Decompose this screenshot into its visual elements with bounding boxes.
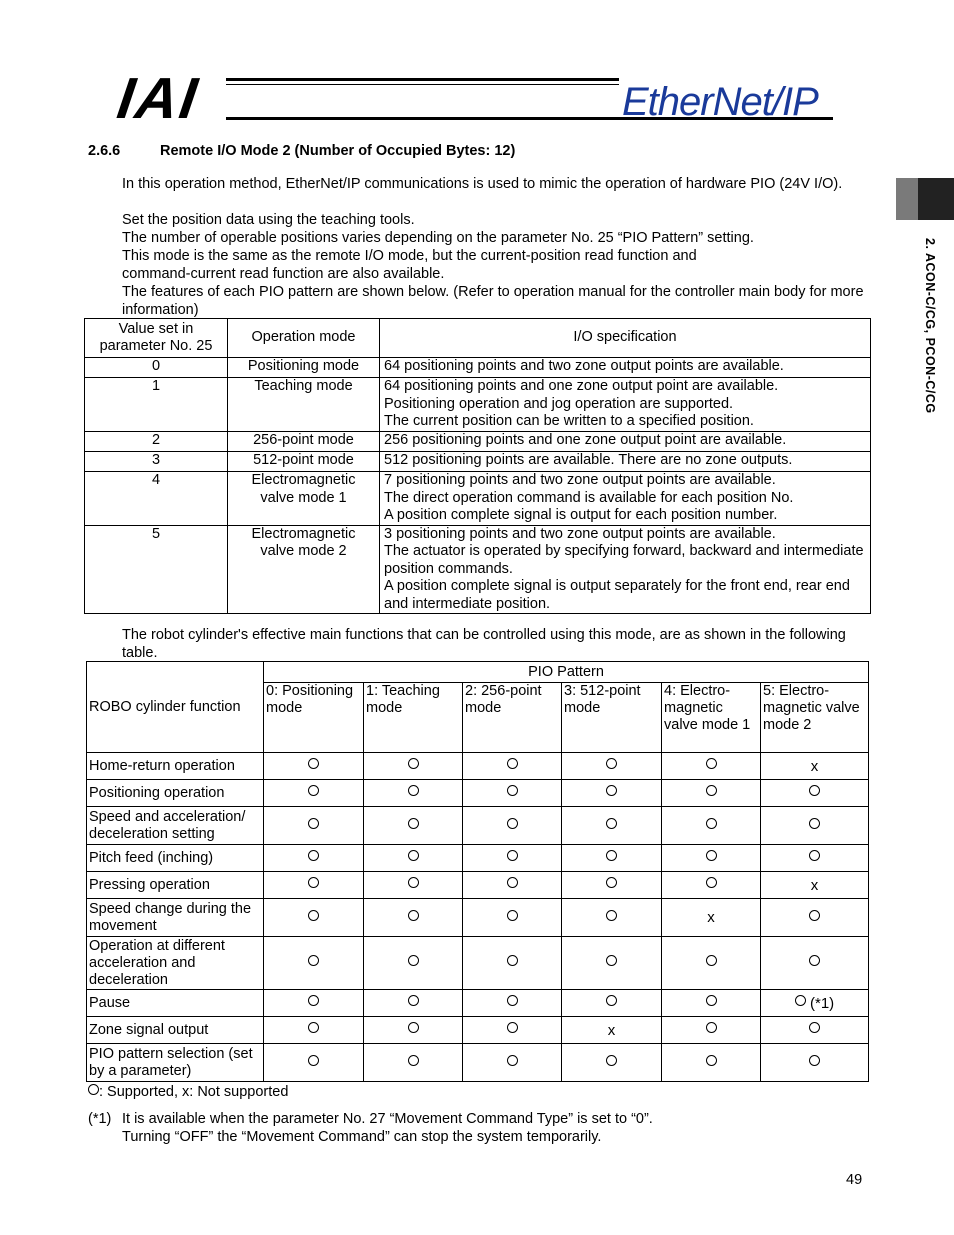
section-title: Remote I/O Mode 2 (Number of Occupied Bytes: 12)	[160, 143, 516, 159]
supported-circle-icon	[408, 850, 419, 861]
t2-mark-supported	[264, 990, 364, 1017]
t2-mark-supported	[662, 872, 761, 899]
t1-mode: Teaching mode	[228, 378, 380, 432]
supported-circle-icon	[706, 995, 717, 1006]
function-support-table	[86, 661, 869, 1082]
t2-mark-supported	[364, 807, 463, 845]
intro-paragraph-4: This mode is the same as the remote I/O mode, but the current-position read function and command-current read function are also available.	[122, 248, 697, 282]
intro-paragraph-5: The features of each PIO pattern are shown below. (Refer to operation manual for the controller main body for more information)	[122, 284, 864, 318]
t2-mark-supported	[264, 937, 364, 990]
t1-header-mode: Operation mode	[228, 319, 380, 358]
t2-function: Positioning operation	[87, 780, 264, 807]
supported-circle-icon	[308, 877, 319, 888]
footnote-line-1: It is available when the parameter No. 27 “Movement Command Type” is set to “0”.	[122, 1111, 653, 1127]
supported-circle-icon	[308, 1055, 319, 1066]
t2-mark-supported	[562, 845, 662, 872]
t2-mark-supported	[264, 845, 364, 872]
supported-circle-icon	[507, 850, 518, 861]
t2-mark-supported	[264, 1044, 364, 1082]
t2-function: Speed change during the movement	[87, 899, 264, 937]
t1-value: 4	[85, 472, 228, 526]
supported-circle-icon	[507, 758, 518, 769]
t2-row	[87, 872, 869, 899]
side-tab-black	[918, 178, 954, 220]
t1-mode-text: Electromagnetic valve mode 1	[251, 472, 356, 506]
supported-circle-icon	[606, 955, 617, 966]
supported-circle-icon	[606, 758, 617, 769]
t2-mark-supported	[463, 1044, 562, 1082]
t2-mark-unsupported: x	[761, 872, 869, 899]
t2-mark-supported	[761, 990, 869, 1017]
supported-circle-icon	[507, 1055, 518, 1066]
supported-circle-icon	[809, 910, 820, 921]
t2-mark-supported	[562, 753, 662, 780]
t2-mark-supported	[463, 899, 562, 937]
header-rule-thin	[226, 84, 619, 85]
t2-mark-supported	[662, 937, 761, 990]
supported-circle-icon	[606, 995, 617, 1006]
supported-circle-icon	[308, 995, 319, 1006]
supported-circle-icon	[507, 1022, 518, 1033]
t2-function: PIO pattern selection (set by a parameter)	[87, 1044, 264, 1082]
t2-mark-supported	[662, 1044, 761, 1082]
t2-mark-supported	[562, 899, 662, 937]
t2-mark-unsupported: x	[761, 753, 869, 780]
t1-spec	[380, 472, 871, 526]
t2-mark-supported	[463, 872, 562, 899]
supported-circle-icon	[809, 785, 820, 796]
supported-circle-icon	[308, 785, 319, 796]
footnote-tag: (*1)	[88, 1111, 112, 1127]
supported-circle-icon	[706, 758, 717, 769]
t2-mark-supported	[364, 990, 463, 1017]
t2-mark-supported	[761, 899, 869, 937]
t2-row	[87, 845, 869, 872]
supported-circle-icon	[507, 910, 518, 921]
pio-pattern-table	[84, 318, 871, 614]
t2-mark-supported	[364, 1044, 463, 1082]
supported-circle-icon	[706, 877, 717, 888]
supported-circle-icon	[308, 758, 319, 769]
t1-spec-line: 64 positioning points and two zone output points are available.	[384, 358, 784, 374]
t2-body	[87, 753, 869, 1082]
t1-value: 3	[85, 452, 228, 472]
ethernet-ip-logo: EtherNet/IP	[622, 80, 818, 124]
t1-value: 2	[85, 432, 228, 452]
supported-circle-icon	[606, 1055, 617, 1066]
legend-text: : Supported, x: Not supported	[99, 1084, 289, 1100]
t2-pattern-5: 5: Electro- magnetic valve mode 2	[761, 683, 869, 753]
t2-pattern-4: 4: Electro- magnetic valve mode 1	[662, 683, 761, 753]
t2-pattern-2: 2: 256-point mode	[463, 683, 562, 753]
t1-spec-line: 7 positioning points and two zone output points are available.	[384, 472, 776, 488]
t2-function: Speed and acceleration/ deceleration setting	[87, 807, 264, 845]
t1-spec-line: Positioning operation and jog operation are supported.	[384, 395, 734, 412]
t2-function: Pitch feed (inching)	[87, 845, 264, 872]
supported-circle-icon	[507, 877, 518, 888]
intro-paragraph-3: The number of operable positions varies depending on the parameter No. 25 “PIO Pattern” setting.	[122, 230, 754, 246]
t2-mark-supported	[662, 780, 761, 807]
t1-mode: 256-point mode	[228, 432, 380, 452]
supported-circle-icon	[408, 877, 419, 888]
t2-mark-supported	[364, 780, 463, 807]
supported-circle-icon	[706, 1055, 717, 1066]
t2-mark-supported	[463, 990, 562, 1017]
t2-mark-supported	[264, 753, 364, 780]
supported-circle-icon	[408, 955, 419, 966]
supported-circle-icon	[507, 955, 518, 966]
t2-mark-supported	[761, 937, 869, 990]
t1-spec-line: A position complete signal is output separately for the front end, rear end and intermediate position.	[384, 578, 850, 612]
supported-circle-icon	[507, 818, 518, 829]
t2-mark-supported	[562, 872, 662, 899]
t2-mark-supported	[662, 845, 761, 872]
t2-mark-supported	[562, 937, 662, 990]
t2-mark-supported	[562, 990, 662, 1017]
t2-mark-supported	[264, 780, 364, 807]
t1-mode	[228, 525, 380, 614]
supported-circle-icon	[606, 785, 617, 796]
t1-spec	[380, 378, 871, 432]
t2-pattern-3: 3: 512-point mode	[562, 683, 662, 753]
t2-row	[87, 937, 869, 990]
t1-spec-line: 3 positioning points and two zone output points are available.	[384, 525, 776, 542]
iai-logo: IAI	[113, 66, 203, 131]
supported-circle-icon	[308, 955, 319, 966]
t2-row	[87, 990, 869, 1017]
t1-mode: 512-point mode	[228, 452, 380, 472]
t1-spec-line: 256 positioning points and one zone output point are available.	[384, 432, 787, 448]
t2-function: Home-return operation	[87, 753, 264, 780]
t2-function: Operation at different acceleration and deceleration	[87, 937, 264, 990]
t2-mark-supported	[662, 1017, 761, 1044]
t2-mark-supported	[463, 845, 562, 872]
t2-mark-supported	[562, 807, 662, 845]
t2-mark-supported	[364, 872, 463, 899]
t2-mark-supported	[463, 1017, 562, 1044]
chapter-side-label: 2. ACON-C/CG, PCON-C/CG	[923, 238, 937, 414]
t1-spec-line: The current position can be written to a specified position.	[384, 413, 754, 429]
t2-mark-supported	[562, 780, 662, 807]
functions-intro-paragraph: The robot cylinder's effective main functions that can be controlled using this mode, are as shown in the following table.	[122, 627, 846, 661]
t2-mark-note: (*1)	[805, 994, 835, 1012]
supported-circle-icon	[809, 955, 820, 966]
intro-paragraph-2: Set the position data using the teaching tools.	[122, 212, 415, 228]
t1-header-value: Value set in parameter No. 25	[85, 319, 228, 358]
section-number: 2.6.6	[88, 143, 121, 159]
t2-mark-supported	[562, 1044, 662, 1082]
t2-mark-supported	[761, 780, 869, 807]
t1-spec-line: The actuator is operated by specifying forward, backward and intermediate position commands.	[384, 543, 864, 577]
t2-function-header: ROBO cylinder function	[87, 662, 264, 753]
supported-circle-icon	[606, 850, 617, 861]
t2-row	[87, 1017, 869, 1044]
supported-circle-icon	[606, 877, 617, 888]
t2-mark-supported	[463, 780, 562, 807]
t2-function: Pause	[87, 990, 264, 1017]
t1-spec-line: A position complete signal is output for each position number.	[384, 507, 778, 523]
t1-value: 5	[85, 525, 228, 614]
t1-value: 1	[85, 378, 228, 432]
t2-mark-supported	[662, 807, 761, 845]
t2-row	[87, 899, 869, 937]
t2-mark-supported	[662, 990, 761, 1017]
t2-mark-supported	[364, 845, 463, 872]
t2-mark-supported	[264, 899, 364, 937]
supported-circle-icon	[408, 818, 419, 829]
supported-circle-icon	[408, 785, 419, 796]
t2-mark-unsupported: x	[562, 1017, 662, 1044]
t1-mode: Positioning mode	[228, 358, 380, 378]
t1-header-spec: I/O specification	[380, 319, 871, 358]
supported-circle-icon	[809, 1055, 820, 1066]
t2-function: Zone signal output	[87, 1017, 264, 1044]
t1-spec	[380, 525, 871, 614]
t2-row	[87, 1044, 869, 1082]
t1-value: 0	[85, 358, 228, 378]
supported-circle-icon	[809, 1022, 820, 1033]
t2-pattern-0: 0: Positioning mode	[264, 683, 364, 753]
t1-mode	[228, 472, 380, 526]
t2-mark-supported	[463, 807, 562, 845]
supported-circle-icon	[308, 850, 319, 861]
t2-pattern-1: 1: Teaching mode	[364, 683, 463, 753]
t2-mark-supported	[364, 753, 463, 780]
supported-circle-icon	[408, 1055, 419, 1066]
supported-circle-icon	[706, 818, 717, 829]
supported-circle-icon	[706, 785, 717, 796]
t2-mark-supported	[761, 1044, 869, 1082]
supported-circle-icon	[308, 818, 319, 829]
supported-circle-icon	[88, 1084, 99, 1095]
t2-pattern-header: PIO Pattern	[264, 662, 869, 683]
supported-circle-icon	[408, 758, 419, 769]
t2-row	[87, 753, 869, 780]
t2-mark-supported	[761, 1017, 869, 1044]
t2-row	[87, 807, 869, 845]
side-tab-grey	[896, 178, 918, 220]
t2-mark-supported	[264, 807, 364, 845]
t1-spec	[380, 432, 871, 452]
supported-circle-icon	[706, 1022, 717, 1033]
t2-mark-supported	[364, 899, 463, 937]
t2-mark-supported	[264, 872, 364, 899]
t1-spec-line: 64 positioning points and one zone output point are available.	[384, 378, 779, 394]
supported-circle-icon	[606, 818, 617, 829]
t1-spec-line: 512 positioning points are available. There are no zone outputs.	[384, 452, 793, 468]
t2-mark-supported	[761, 845, 869, 872]
t2-mark-supported	[463, 753, 562, 780]
supported-circle-icon	[507, 995, 518, 1006]
t1-mode-text: Electromagnetic valve mode 2	[251, 525, 356, 559]
supported-circle-icon	[308, 910, 319, 921]
supported-circle-icon	[408, 1022, 419, 1033]
header-rule-top	[226, 78, 619, 81]
supported-circle-icon	[795, 995, 806, 1006]
t2-function: Pressing operation	[87, 872, 264, 899]
t2-mark-supported	[761, 807, 869, 845]
intro-paragraph-1: In this operation method, EtherNet/IP communications is used to mimic the operation of hardware PIO (24V I/O).	[122, 176, 843, 192]
t2-mark-supported	[264, 1017, 364, 1044]
supported-circle-icon	[809, 850, 820, 861]
supported-circle-icon	[507, 785, 518, 796]
supported-circle-icon	[408, 910, 419, 921]
page-number: 49	[846, 1172, 863, 1188]
t1-spec	[380, 358, 871, 378]
support-legend	[88, 1083, 288, 1101]
t2-mark-unsupported: x	[662, 899, 761, 937]
t2-row	[87, 780, 869, 807]
footnote-line-2: Turning “OFF” the “Movement Command” can stop the system temporarily.	[122, 1129, 602, 1145]
t2-mark-supported	[364, 1017, 463, 1044]
t2-mark-supported	[662, 753, 761, 780]
t1-spec	[380, 452, 871, 472]
supported-circle-icon	[809, 818, 820, 829]
supported-circle-icon	[706, 955, 717, 966]
supported-circle-icon	[706, 850, 717, 861]
t2-mark-supported	[463, 937, 562, 990]
supported-circle-icon	[606, 910, 617, 921]
t2-mark-supported	[364, 937, 463, 990]
supported-circle-icon	[408, 995, 419, 1006]
t1-spec-line: The direct operation command is available for each position No.	[384, 489, 794, 506]
supported-circle-icon	[308, 1022, 319, 1033]
